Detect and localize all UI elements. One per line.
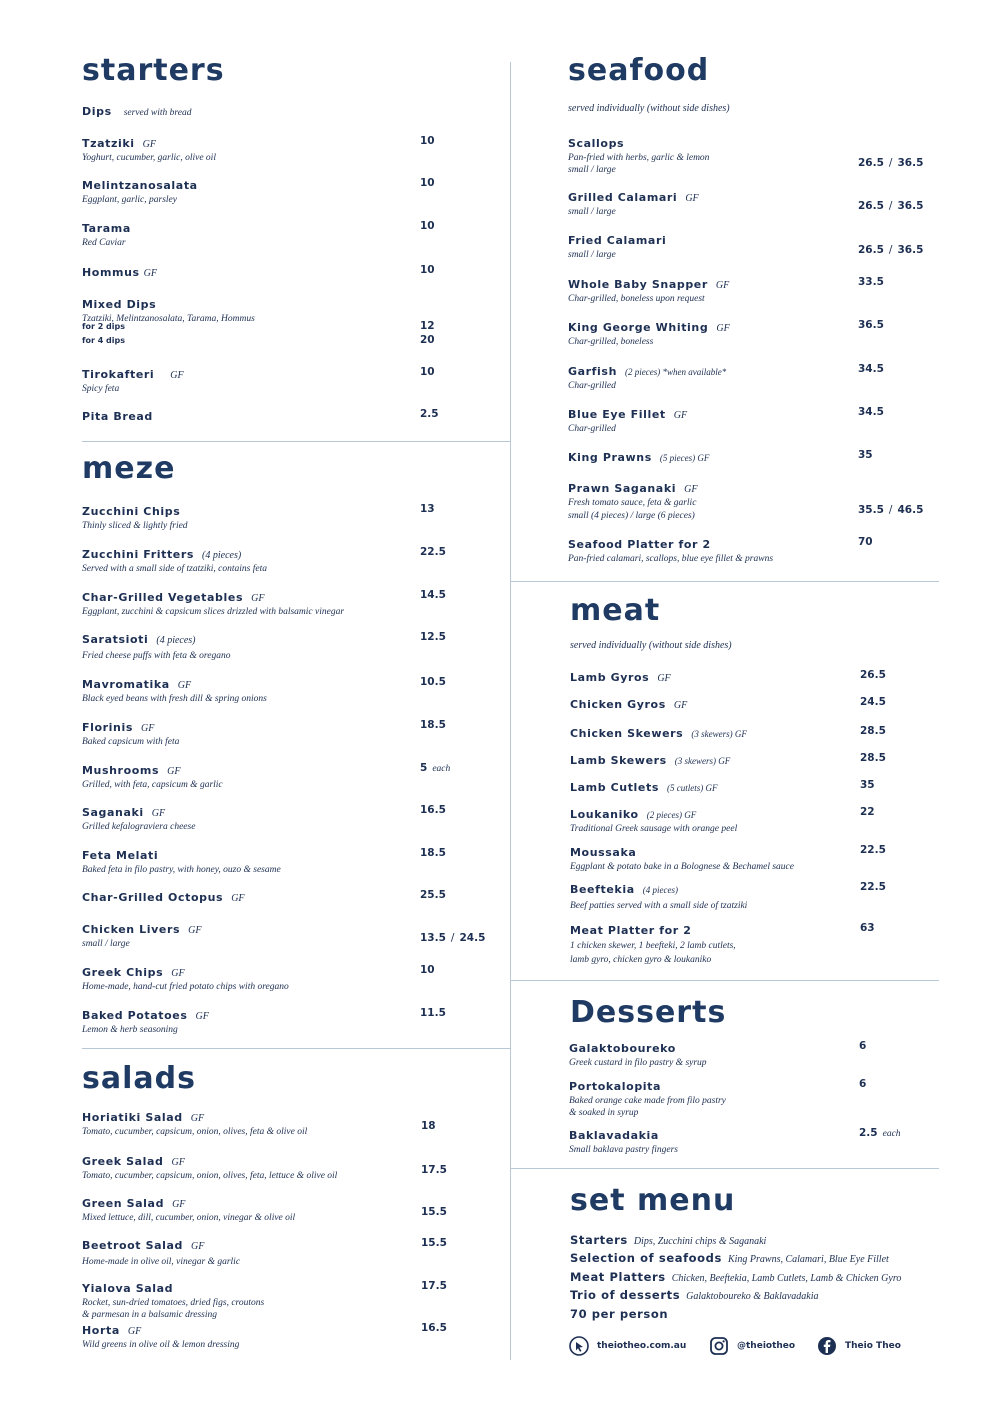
item-desc: Home-made in olive oil, vinegar & garlic: [82, 1257, 241, 1267]
item-desc: Tzatziki, Melintzanosalata, Tarama, Hommus: [82, 314, 255, 324]
item-name: Lamb Cutlets: [570, 781, 659, 794]
menu-item: [82, 1279, 264, 1321]
item-name: Blue Eye Fillet: [568, 408, 666, 421]
price-value: 5: [420, 762, 428, 774]
item-name: Hommus: [82, 266, 140, 279]
item-desc: Baked capsicum with feta: [82, 737, 180, 747]
item-tag: GF: [673, 700, 688, 711]
item-tag: GF: [167, 766, 181, 777]
set-course-desc: King Prawns, Calamari, Blue Eye Fillet: [727, 1254, 889, 1265]
menu-item: [82, 502, 188, 532]
item-sub-option: for 2 dips: [82, 322, 126, 331]
item-price: 16.5: [421, 1322, 447, 1334]
menu-item: [82, 1236, 240, 1268]
menu-item: [568, 362, 726, 392]
item-price: 34.5: [858, 363, 884, 375]
item-name: Horiatiki Salad: [82, 1111, 183, 1124]
item-price: 15.5: [421, 1237, 447, 1249]
set-menu-line: [570, 1268, 901, 1286]
item-tag: GF: [716, 323, 730, 334]
item-desc: Red Caviar: [82, 238, 126, 248]
section-note: served individually (without side dishes): [568, 103, 730, 114]
price-large: 36.5: [897, 157, 924, 169]
item-desc: Spicy feta: [82, 384, 120, 394]
item-desc: Mixed lettuce, dill, cucumber, onion, vinegar & olive oil: [82, 1213, 296, 1223]
item-desc: 1 chicken skewer, 1 beefteki, 2 lamb cutlets,: [570, 941, 736, 951]
item-tag: GF: [715, 280, 730, 291]
item-tag: GF: [191, 1241, 205, 1252]
item-price: 22.5: [860, 881, 886, 893]
menu-item: [570, 843, 794, 873]
menu-item: [568, 535, 773, 565]
item-tag: GF: [171, 968, 185, 979]
menu-item: [569, 1039, 707, 1069]
menu-item: [82, 219, 131, 249]
item-name: Galaktoboureko: [569, 1042, 676, 1055]
item-name: Prawn Saganaki: [568, 482, 677, 495]
item-price: 14.5: [420, 589, 446, 601]
item-desc: Rocket, sun-dried tomatoes, dried figs, croutons: [82, 1298, 265, 1308]
menu-item: [82, 407, 153, 425]
item-price: 63: [860, 922, 875, 934]
set-course-desc: Dips, Zucchini chips & Saganaki: [633, 1236, 767, 1247]
column-divider: [510, 62, 511, 1360]
set-course-name: Selection of seafoods: [570, 1251, 722, 1265]
section-title-meze: meze: [82, 451, 176, 486]
divider: [511, 581, 939, 582]
menu-item: [569, 1126, 678, 1156]
item-name: Chicken Skewers: [570, 727, 684, 740]
set-menu-line: [570, 1249, 889, 1267]
instagram-handle: @theiotheo: [737, 1341, 796, 1351]
menu-item: [82, 176, 198, 206]
item-price: 26.5: [860, 669, 886, 681]
item-tag: (2 pieces) *when available*: [625, 367, 727, 377]
price-large: 46.5: [897, 504, 924, 516]
item-price: 26.5 / 36.5: [858, 157, 924, 169]
item-tag: GF: [127, 1326, 142, 1337]
item-desc: Home-made, hand-cut fried potato chips with oregano: [82, 982, 289, 992]
menu-item: [82, 963, 289, 993]
item-price: 28.5: [860, 725, 886, 737]
item-name: Saratsioti: [82, 633, 149, 646]
item-name: Greek Salad: [82, 1155, 164, 1168]
menu-item: [82, 630, 230, 662]
item-tag: GF: [151, 808, 166, 819]
item-tag: GF: [657, 673, 671, 684]
item-desc: small / large: [82, 939, 130, 949]
item-tag: GF: [684, 484, 698, 495]
item-price: 15.5: [421, 1206, 447, 1218]
item-name: Tarama: [82, 222, 131, 235]
item-tag: (2 pieces) GF: [646, 810, 697, 820]
item-tag: (5 pieces) GF: [659, 453, 710, 463]
item-desc: Char-grilled, boneless: [568, 337, 654, 347]
item-name: King Prawns: [568, 451, 652, 464]
item-price: [420, 762, 450, 774]
item-tag: GF: [673, 410, 688, 421]
item-desc: Lemon & herb seasoning: [82, 1025, 178, 1035]
menu-item: [82, 718, 179, 748]
item-tag: (3 skewers) GF: [691, 729, 747, 739]
menu-item: [570, 921, 736, 967]
item-name: Tirokafteri: [82, 368, 155, 381]
item-name: Florinis: [82, 721, 133, 734]
item-desc: Baked orange cake made from filo pastry: [569, 1096, 726, 1106]
item-name: Whole Baby Snapper: [568, 278, 708, 291]
item-price: 10: [420, 964, 435, 976]
item-price: 6: [859, 1078, 867, 1090]
menu-item: [568, 405, 687, 435]
item-name: Greek Chips: [82, 966, 164, 979]
item-price: 10: [420, 220, 435, 232]
item-name: Pita Bread: [82, 410, 153, 423]
item-price: 13: [420, 503, 435, 515]
set-course-name: Meat Platters: [570, 1270, 666, 1284]
instagram-icon: [709, 1336, 729, 1356]
item-desc: lamb gyro, chicken gyro & loukaniko: [570, 955, 712, 965]
item-tag: GF: [143, 268, 158, 279]
item-tag: GF: [170, 370, 184, 381]
item-name: Garfish: [568, 365, 618, 378]
item-price: 26.5 / 36.5: [858, 200, 924, 212]
item-desc: Fresh tomato sauce, feta & garlic: [568, 498, 697, 508]
item-desc: Tomato, cucumber, capsicum, onion, olives, feta & olive oil: [82, 1127, 308, 1137]
menu-item: [568, 231, 666, 261]
menu-item: [82, 134, 216, 164]
item-name: Zucchini Chips: [82, 505, 181, 518]
dips-label: Dips: [82, 105, 112, 118]
item-tag: (5 cutlets) GF: [667, 783, 718, 793]
price-large: 24.5: [459, 932, 486, 944]
item-price: 18: [421, 1120, 436, 1132]
item-price: 18.5: [420, 719, 446, 731]
item-price: 6: [859, 1040, 867, 1052]
item-desc: Baked feta in filo pastry, with honey, ouzo & sesame: [82, 865, 281, 875]
item-price: 22.5: [860, 844, 886, 856]
website-text: theiotheo.com.au: [597, 1341, 687, 1351]
item-tag: GF: [190, 1113, 205, 1124]
item-price: 26.5 / 36.5: [858, 244, 924, 256]
item-desc: Greek custard in filo pastry & syrup: [569, 1058, 707, 1068]
divider: [511, 1168, 939, 1169]
item-name: King George Whiting: [568, 321, 709, 334]
item-desc: Beef patties served with a small side of tzatziki: [570, 901, 748, 911]
item-name: Mushrooms: [82, 764, 160, 777]
item-desc: Thinly sliced & lightly fried: [82, 521, 188, 531]
item-name: Zucchini Fritters: [82, 548, 195, 561]
item-price: 25.5: [420, 889, 446, 901]
set-course-name: Starters: [570, 1233, 628, 1247]
menu-item: [82, 295, 255, 325]
website-link[interactable]: [569, 1336, 686, 1356]
item-price: 18.5: [420, 847, 446, 859]
menu-item: [82, 1152, 337, 1182]
menu-item: [82, 263, 157, 281]
price-small: 13.5: [420, 932, 446, 944]
menu-item: [82, 920, 201, 950]
item-desc: Tomato, cucumber, capsicum, onion, olives, feta, lettuce & olive oil: [82, 1171, 338, 1181]
item-name: Char-Grilled Octopus: [82, 891, 224, 904]
item-name: Seafood Platter for 2: [568, 538, 711, 551]
menu-item: [82, 1321, 239, 1351]
menu-item: [570, 778, 717, 796]
item-desc: Char-grilled: [568, 424, 616, 434]
dips-header: [82, 102, 191, 120]
item-desc: Grilled kefalograviera cheese: [82, 822, 196, 832]
item-sub-option: for 4 dips: [82, 336, 126, 345]
item-desc: Small baklava pastry fingers: [569, 1145, 678, 1155]
item-price: [859, 1127, 901, 1139]
menu-item: [568, 188, 699, 218]
item-desc: Fried cheese puffs with feta & oregano: [82, 651, 231, 661]
item-price: 17.5: [421, 1280, 447, 1292]
item-desc: Char-grilled, boneless upon request: [568, 294, 705, 304]
menu-item: [570, 880, 747, 912]
menu-item: [570, 805, 737, 835]
price-small: 26.5: [858, 200, 884, 212]
item-price: 12.5: [420, 631, 446, 643]
facebook-link[interactable]: [817, 1336, 901, 1356]
item-tag: GF: [195, 1011, 209, 1022]
item-desc: Eggplant & potato bake in a Bolognese & Bechamel sauce: [570, 862, 794, 872]
item-desc: Char-grilled: [568, 381, 616, 391]
item-price: 34.5: [858, 406, 884, 418]
price-small: 26.5: [858, 244, 884, 256]
item-tag: GF: [231, 893, 245, 904]
item-desc: Wild greens in olive oil & lemon dressing: [82, 1340, 240, 1350]
item-price: 10: [420, 177, 435, 189]
item-tag: (3 skewers) GF: [674, 756, 731, 766]
section-title-meat: meat: [570, 593, 661, 628]
item-price: 16.5: [420, 804, 446, 816]
item-tag: GF: [142, 139, 156, 150]
instagram-link[interactable]: [709, 1336, 795, 1356]
item-desc: Eggplant, garlic, parsley: [82, 195, 177, 205]
menu-item: [568, 448, 709, 466]
menu-item: [82, 761, 223, 791]
menu-item: [568, 479, 697, 522]
item-desc: & soaked in syrup: [569, 1108, 639, 1118]
menu-item: [569, 1077, 726, 1119]
item-name: Lamb Gyros: [570, 671, 650, 684]
item-price: 2.5: [420, 408, 439, 420]
item-price: 28.5: [860, 752, 886, 764]
divider: [511, 980, 939, 981]
section-title-starters: starters: [82, 53, 225, 88]
item-price: 35: [858, 449, 873, 461]
menu-item: [570, 751, 730, 769]
menu-item: [82, 365, 184, 395]
price-each: each: [432, 764, 451, 774]
item-price: 35.5 / 46.5: [858, 504, 924, 516]
dips-note: served with bread: [123, 108, 192, 118]
section-title-seafood: seafood: [568, 53, 710, 88]
item-name: Meat Platter for 2: [570, 924, 692, 937]
item-name: Baklavadakia: [569, 1129, 659, 1142]
item-price: 24.5: [860, 696, 886, 708]
item-price: 35: [860, 779, 875, 791]
item-tag: (4 pieces): [156, 635, 196, 646]
item-name: Grilled Calamari: [568, 191, 678, 204]
set-course-name: Trio of desserts: [570, 1288, 681, 1302]
item-desc: Pan-fried calamari, scallops, blue eye fillet & prawns: [568, 554, 774, 564]
menu-item: [82, 1108, 307, 1138]
menu-item: [570, 668, 671, 686]
item-tag: GF: [141, 723, 155, 734]
item-price: 22.5: [420, 546, 446, 558]
item-name: Mixed Dips: [82, 298, 157, 311]
item-tag: GF: [685, 193, 699, 204]
item-name: Melintzanosalata: [82, 179, 198, 192]
divider: [82, 441, 510, 442]
item-price: 70: [858, 536, 873, 548]
divider: [82, 1048, 510, 1049]
item-name: Portokalopita: [569, 1080, 662, 1093]
item-desc: small (4 pieces) / large (6 pieces): [568, 511, 695, 521]
item-name: Green Salad: [82, 1197, 165, 1210]
menu-item: [82, 545, 267, 575]
menu-item: [82, 1006, 209, 1036]
section-title-set-menu: set menu: [570, 1183, 736, 1218]
menu-item: [568, 134, 709, 176]
facebook-icon: [817, 1336, 837, 1356]
menu-item: [82, 675, 267, 705]
menu-item: [82, 888, 245, 906]
item-name: Feta Melati: [82, 849, 159, 862]
facebook-name: Theio Theo: [845, 1341, 901, 1351]
menu-item: [570, 724, 747, 742]
set-menu-price-text: 70 per person: [570, 1307, 669, 1321]
item-name: Chicken Livers: [82, 923, 181, 936]
menu-item: [82, 1194, 295, 1224]
section-note: served individually (without side dishes): [570, 640, 732, 651]
item-desc: Black eyed beans with fresh dill & spring onions: [82, 694, 267, 704]
section-title-salads: salads: [82, 1061, 196, 1096]
item-name: Tzatziki: [82, 137, 135, 150]
set-menu-price: [570, 1305, 668, 1323]
item-name: Saganaki: [82, 806, 144, 819]
item-name: Lamb Skewers: [570, 754, 667, 767]
item-price: 22: [860, 806, 875, 818]
item-price: 12: [420, 320, 435, 332]
menu-item: [570, 695, 687, 713]
item-price: 20: [420, 334, 435, 346]
item-name: Loukaniko: [570, 808, 639, 821]
item-price: 13.5 / 24.5: [420, 932, 486, 944]
item-desc: Traditional Greek sausage with orange peel: [570, 824, 738, 834]
item-price: 17.5: [421, 1164, 447, 1176]
item-price: 10: [420, 264, 435, 276]
item-tag: (4 pieces): [642, 885, 678, 895]
item-desc: Yoghurt, cucumber, garlic, olive oil: [82, 153, 216, 163]
price-value: 2.5: [859, 1127, 878, 1139]
set-course-desc: Galaktoboureko & Baklavadakia: [686, 1291, 819, 1302]
price-small: 35.5: [858, 504, 884, 516]
item-name: Moussaka: [570, 846, 637, 859]
set-menu-line: [570, 1286, 819, 1304]
item-desc: small / large: [568, 250, 616, 260]
item-name: Yialova Salad: [82, 1282, 174, 1295]
item-desc: Served with a small side of tzatziki, contains feta: [82, 564, 267, 574]
price-large: 36.5: [897, 244, 924, 256]
item-name: Char-Grilled Vegetables: [82, 591, 244, 604]
item-price: 36.5: [858, 319, 884, 331]
item-tag: GF: [188, 925, 202, 936]
item-name: Fried Calamari: [568, 234, 667, 247]
item-desc: & parmesan in a balsamic dressing: [82, 1310, 218, 1320]
item-tag: GF: [172, 1199, 186, 1210]
menu-item: [82, 803, 195, 833]
menu-item: [82, 846, 281, 876]
item-tag: GF: [177, 680, 192, 691]
set-course-desc: Chicken, Beeftekia, Lamb Cutlets, Lamb & Chicken Gyro: [671, 1273, 902, 1284]
item-tag: GF: [171, 1157, 185, 1168]
menu-item: [82, 588, 344, 618]
cursor-click-icon: [569, 1336, 589, 1356]
item-desc: Eggplant, zucchini & capsicum slices drizzled with balsamic vinegar: [82, 607, 345, 617]
item-name: Chicken Gyros: [570, 698, 666, 711]
item-name: Horta: [82, 1324, 120, 1337]
price-each: each: [882, 1129, 901, 1139]
item-tag: GF: [251, 593, 265, 604]
menu-item: [568, 318, 730, 348]
item-tag: (4 pieces): [202, 550, 242, 561]
menu-item: [568, 275, 729, 305]
item-desc: small / large: [568, 207, 616, 217]
item-name: Baked Potatoes: [82, 1009, 188, 1022]
item-name: Scallops: [568, 137, 625, 150]
item-name: Mavromatika: [82, 678, 170, 691]
item-price: 33.5: [858, 276, 884, 288]
price-small: 26.5: [858, 157, 884, 169]
item-name: Beetroot Salad: [82, 1239, 184, 1252]
item-name: Beeftekia: [570, 883, 635, 896]
price-large: 36.5: [897, 200, 924, 212]
item-desc: Grilled, with feta, capsicum & garlic: [82, 780, 223, 790]
item-desc: Pan-fried with herbs, garlic & lemon: [568, 153, 710, 163]
set-menu-line: [570, 1231, 766, 1249]
item-price: 11.5: [420, 1007, 446, 1019]
item-price: 10: [420, 135, 435, 147]
item-desc: small / large: [568, 165, 616, 175]
item-price: 10: [420, 366, 435, 378]
item-price: 10.5: [420, 676, 446, 688]
section-title-desserts: Desserts: [570, 995, 727, 1030]
